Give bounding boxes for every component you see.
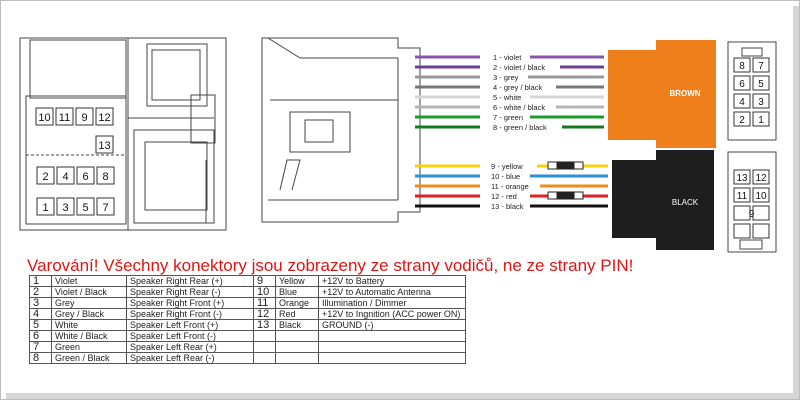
pin-label: 2 (42, 171, 49, 183)
table-row (30, 309, 466, 320)
fuse-icon (548, 162, 557, 169)
table-cell-color: Violet / Black (52, 287, 127, 298)
wire-label: 10 - blue (491, 172, 521, 181)
table-cell-color: Grey (52, 298, 127, 309)
black-pin-face (728, 152, 776, 252)
table-cell-pin: 4 (30, 309, 52, 320)
table-row (30, 342, 466, 353)
table-row (30, 353, 466, 364)
table-cell-pin: 8 (30, 353, 52, 364)
table-cell-function: Speaker Right Rear (-) (127, 287, 254, 298)
table-cell-color: Green (52, 342, 127, 353)
pin-label: 7 (758, 61, 764, 72)
black-label: BLACK (671, 198, 699, 207)
wire-label: 9 - yellow (491, 162, 523, 171)
wire-label: 3 - grey (493, 73, 519, 82)
black-pin-face-key (740, 240, 762, 249)
table-cell-pin: 11 (254, 298, 276, 309)
table-cell-color: Yellow (276, 276, 319, 287)
pin-label: 1 (758, 115, 764, 126)
pin-box (753, 206, 769, 220)
fuse-icon (548, 192, 557, 199)
pin-label: 10 (38, 112, 51, 124)
brown-connector-left (608, 50, 656, 140)
table-cell-pin: 9 (254, 276, 276, 287)
fuse-icon (558, 162, 573, 169)
table-cell-pin: 1 (30, 276, 52, 287)
table-cell-color: Grey / Black (52, 309, 127, 320)
table-cell-function: Speaker Right Rear (+) (127, 276, 254, 287)
pin-label: 12 (98, 112, 111, 124)
table-cell-function: +12V to Battery (319, 276, 466, 287)
pin-label: 6 (82, 171, 89, 183)
wire-label: 6 - white / black (493, 103, 546, 112)
wire-label: 13 - black (491, 202, 524, 211)
table-cell-pin: 2 (30, 287, 52, 298)
table-cell-color: Red (276, 309, 319, 320)
pin-label: 4 (62, 171, 69, 183)
pin-label: 9 (81, 112, 88, 124)
table-cell-pin: 13 (254, 320, 276, 331)
pin-box (753, 224, 769, 238)
pin-label: 11 (58, 112, 71, 124)
wire-label: 1 - violet (493, 53, 522, 62)
pin-label: 6 (739, 79, 745, 90)
table-row (30, 287, 466, 298)
table-cell-function: Speaker Right Front (+) (127, 298, 254, 309)
table-cell-color: Green / Black (52, 353, 127, 364)
table-cell-color: Violet (52, 276, 127, 287)
table-cell-color: White (52, 320, 127, 331)
table-row (30, 276, 466, 287)
brown-connector (608, 40, 716, 148)
brown-pin-face (728, 42, 776, 140)
fuse-icon (558, 192, 573, 199)
pin-label: 4 (739, 97, 745, 108)
table-cell-function: Speaker Left Front (-) (127, 331, 254, 342)
wire-label: 7 - green (493, 113, 524, 122)
pin-label: 8 (739, 61, 745, 72)
pin-box (734, 224, 750, 238)
table-cell-color (276, 331, 319, 342)
pin-label: 2 (739, 115, 745, 126)
wire-label: 11 - orange (491, 182, 529, 191)
table-cell-function: GROUND (-) (319, 320, 466, 331)
pin-box (734, 206, 750, 220)
table-cell-pin: 7 (30, 342, 52, 353)
table-cell-pin: 12 (254, 309, 276, 320)
table-row (30, 298, 466, 309)
table-cell-function (319, 331, 466, 342)
wire-label: 8 - green / black (493, 123, 547, 132)
fuse-icon (574, 162, 583, 169)
pin-label: 11 (736, 191, 748, 202)
brown-pin-face-key (742, 48, 762, 56)
pin-label: 12 (755, 173, 767, 184)
pin-label: 10 (755, 191, 767, 202)
pin-label: 9 (748, 209, 755, 220)
table-cell-pin: 5 (30, 320, 52, 331)
pin-label: 5 (758, 79, 764, 90)
wire-label: 2 - violet / black (493, 63, 546, 72)
table-cell-color (276, 342, 319, 353)
wire-label: 12 - red (491, 192, 517, 201)
pin-assignment-table (29, 275, 466, 364)
pin-label: 7 (102, 202, 109, 214)
table-cell-function: Speaker Left Rear (+) (127, 342, 254, 353)
pin-label: 13 (736, 173, 748, 184)
pin-label: 3 (62, 202, 69, 214)
wire-label: 5 - white (493, 93, 522, 102)
table-cell-pin (254, 353, 276, 364)
wire-label: 4 - grey / black (493, 83, 543, 92)
table-cell-pin (254, 342, 276, 353)
table-cell-function: +12V to Automatic Antenna (319, 287, 466, 298)
table-cell-function: Illumination / Dimmer (319, 298, 466, 309)
table-cell-color: Orange (276, 298, 319, 309)
table-cell-function: Speaker Right Front (-) (127, 309, 254, 320)
table-cell-pin: 3 (30, 298, 52, 309)
warning-text: Varování! Všechny konektory jsou zobrazeny ze strany vodičů, ne ze strany PIN! (27, 256, 634, 275)
fuse-icon (574, 192, 583, 199)
table-cell-pin (254, 331, 276, 342)
pin-label: 8 (102, 171, 109, 183)
table-cell-color: Blue (276, 287, 319, 298)
table-cell-color: White / Black (52, 331, 127, 342)
table-cell-function (319, 353, 466, 364)
table-row (30, 320, 466, 331)
table-cell-pin: 6 (30, 331, 52, 342)
table-cell-function: Speaker Left Rear (-) (127, 353, 254, 364)
black-connector-left (612, 160, 656, 238)
table-row (30, 331, 466, 342)
table-cell-function: +12V to Ingnition (ACC power ON) (319, 309, 466, 320)
frame-shadow-bottom (6, 393, 799, 399)
frame-shadow-right (793, 6, 799, 399)
brown-label: BROWN (669, 89, 701, 98)
table-cell-function (319, 342, 466, 353)
pin-label: 3 (758, 97, 764, 108)
pin-label: 5 (82, 202, 89, 214)
pin-label: 1 (42, 202, 49, 214)
pin-label: 13 (98, 140, 111, 152)
table-cell-color: Black (276, 320, 319, 331)
table-cell-function: Speaker Left Front (+) (127, 320, 254, 331)
table-cell-color (276, 353, 319, 364)
black-connector (612, 150, 714, 250)
table-cell-pin: 10 (254, 287, 276, 298)
